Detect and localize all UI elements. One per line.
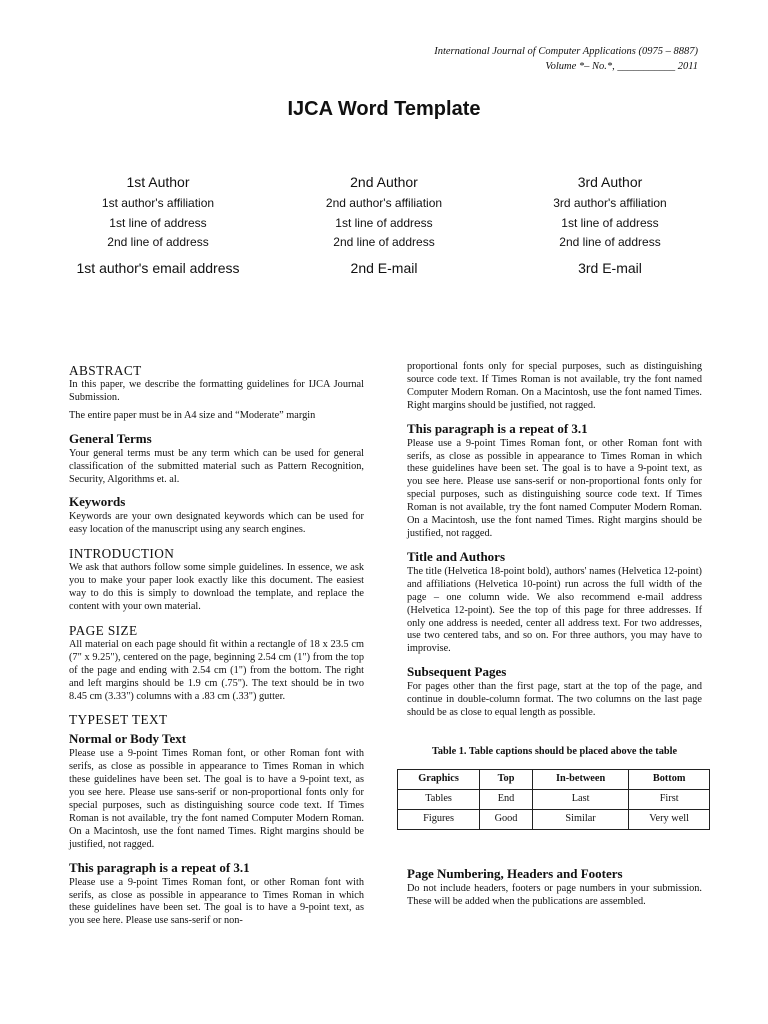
- author-address-line-2: 2nd line of address: [333, 235, 435, 249]
- page-numbering-heading: Page Numbering, Headers and Footers: [407, 865, 623, 881]
- table-header-cell: Bottom: [629, 769, 710, 789]
- repeat-text: Please use a 9-point Times Roman font, or other Roman font with serifs, as close as possible in appearance to Times Roman in which these guidelines have been set. The goal is to have a 9-point text, as you see here. Please use sans-serif or non-: [69, 876, 364, 927]
- table-cell: Figures: [398, 809, 480, 829]
- abstract-heading: ABSTRACT: [69, 363, 142, 378]
- page-numbering-text: Do not include headers, footers or page numbers in your submission. These will be added when the publications are assembled.: [407, 882, 702, 907]
- normal-text-body: Please use a 9-point Times Roman font, or other Roman font with serifs, as close as possible in appearance to Times Roman in which these guidelines have been set. The goal is to have a 9-point text, as you see here. Please use sans-serif or non-proportional fonts only for special purposes, such as distinguishing source code text. If Times Roman is not available, try the font named Computer Modern Roman. On a Macintosh, use the font named Times. Right margins should be justified, not ragged.: [69, 748, 364, 850]
- author-block: [45, 172, 723, 278]
- author-address-line-2: 2nd line of address: [107, 235, 209, 249]
- abstract-text: In this paper, we describe the formatting guidelines for IJCA Journal Submission.: [69, 379, 364, 403]
- table-cell: First: [629, 789, 710, 809]
- author-3: [497, 172, 723, 278]
- table-header-cell: In-between: [532, 769, 628, 789]
- table-cell: End: [480, 789, 533, 809]
- table-cell: Good: [480, 809, 533, 829]
- subsequent-pages-text: For pages other than the first page, start at the top of the page, and continue in double-column format. The two columns on the last page should be as close to equal length as possible.: [407, 681, 702, 719]
- table-cell: Very well: [629, 809, 710, 829]
- journal-name: International Journal of Computer Applications (0975 – 8887): [434, 46, 698, 57]
- paper-title: IJCA Word Template: [287, 98, 481, 120]
- volume-line: Volume *– No.*, ___________ 2011: [545, 61, 698, 72]
- author-name: 1st Author: [126, 174, 190, 190]
- author-address-line-2: 2nd line of address: [559, 235, 661, 249]
- keywords-text: Keywords are your own designated keywords which can be used for easy location of the manuscript using any search engines.: [69, 511, 364, 536]
- general-terms-heading: General Terms: [69, 430, 152, 446]
- author-affiliation: 1st author's affiliation: [101, 196, 215, 210]
- author-email: 2nd E-mail: [350, 259, 418, 276]
- author-email: 3rd E-mail: [578, 259, 642, 276]
- general-terms-text: Your general terms must be any term which can be used for general classification of the submitted material such as Pattern Recognition, Security, Algorithms et. al.: [69, 447, 364, 485]
- author-name: 3rd Author: [577, 174, 643, 190]
- author-affiliation: 3rd author's affiliation: [553, 196, 667, 210]
- author-2: [271, 172, 497, 278]
- continued-text: proportional fonts only for special purposes, such as distinguishing source code text. If Times Roman is not available, try the font named Computer Modern Roman. On a Macintosh, use the font named Times. Right margins should be justified, not ragged.: [407, 361, 702, 411]
- table-header-cell: Top: [480, 769, 533, 789]
- repeat-heading: This paragraph is a repeat of 3.1: [407, 420, 588, 436]
- typeset-text-heading: TYPESET TEXT: [69, 712, 168, 728]
- table-row: [398, 809, 710, 829]
- keywords-heading: Keywords: [69, 494, 126, 510]
- table-row: [398, 789, 710, 809]
- table-header-row: [398, 769, 710, 789]
- normal-text-heading: Normal or Body Text: [69, 731, 187, 747]
- subsequent-pages-heading: Subsequent Pages: [407, 664, 507, 680]
- page-size-text: All material on each page should fit within a rectangle of 18 x 23.5 cm (7" x 9.25"), centered on the page, beginning 2.54 cm (1") from the top of the page and ending with 2.54 cm (1") from the bottom. The right and left margins should be 1.9 cm (.75"). The text should be in two 8.45 cm (3.33") columns with a .83 cm (.33") gutter.: [69, 638, 364, 702]
- title-authors-heading: Title and Authors: [407, 548, 506, 564]
- left-column: [69, 360, 364, 928]
- page-size-heading: PAGE SIZE: [69, 622, 138, 638]
- table-header-cell: Graphics: [398, 769, 480, 789]
- table-1: [397, 769, 710, 830]
- table-cell: Last: [532, 789, 628, 809]
- author-email: 1st author's email address: [76, 259, 240, 276]
- author-1: [45, 172, 271, 278]
- table-cell: Tables: [398, 789, 480, 809]
- repeat-heading: This paragraph is a repeat of 3.1: [69, 859, 250, 875]
- author-name: 2nd Author: [350, 174, 418, 190]
- introduction-text: We ask that authors follow some simple guidelines. In essence, we ask you to make your paper look exactly like this document. The easiest way to do this is simply to download the template, and replace the content with your own material.: [69, 562, 364, 612]
- author-address-line-1: 1st line of address: [109, 215, 207, 230]
- repeat-text: Please use a 9-point Times Roman font, or other Roman font with serifs, as close as possible in appearance to Times Roman in which these guidelines have been set. The goal is to have a 9-point text, as you see here. Please use sans-serif or non-proportional fonts only for special purposes, such as distinguishing source code text. If Times Roman is not available, try the font named Computer Modern Roman. On a Macintosh, use the font named Times. Right margins should be justified, not ragged.: [407, 437, 702, 539]
- title-authors-text: The title (Helvetica 18-point bold), authors' names (Helvetica 12-point) and affiliations (Helvetica 10-point) run across the full width of the page – one column wide. We also recommend e-mail address (Helvetica 12-point). See the top of this page for three addresses. If only one address is needed, center all address text. For two addresses, use two centered tabs, and so on. For three authors, you may have to improvise.: [407, 565, 702, 655]
- running-header: [434, 44, 698, 74]
- table-cell: Similar: [532, 809, 628, 829]
- table-caption: Table 1. Table captions should be placed above the table: [431, 745, 678, 757]
- author-affiliation: 2nd author's affiliation: [325, 196, 443, 210]
- author-address-line-1: 1st line of address: [335, 215, 433, 230]
- introduction-heading: INTRODUCTION: [69, 546, 175, 562]
- abstract-text: The entire paper must be in A4 size and “Moderate” margin: [69, 409, 316, 421]
- right-column: [407, 361, 702, 909]
- author-address-line-1: 1st line of address: [561, 215, 659, 230]
